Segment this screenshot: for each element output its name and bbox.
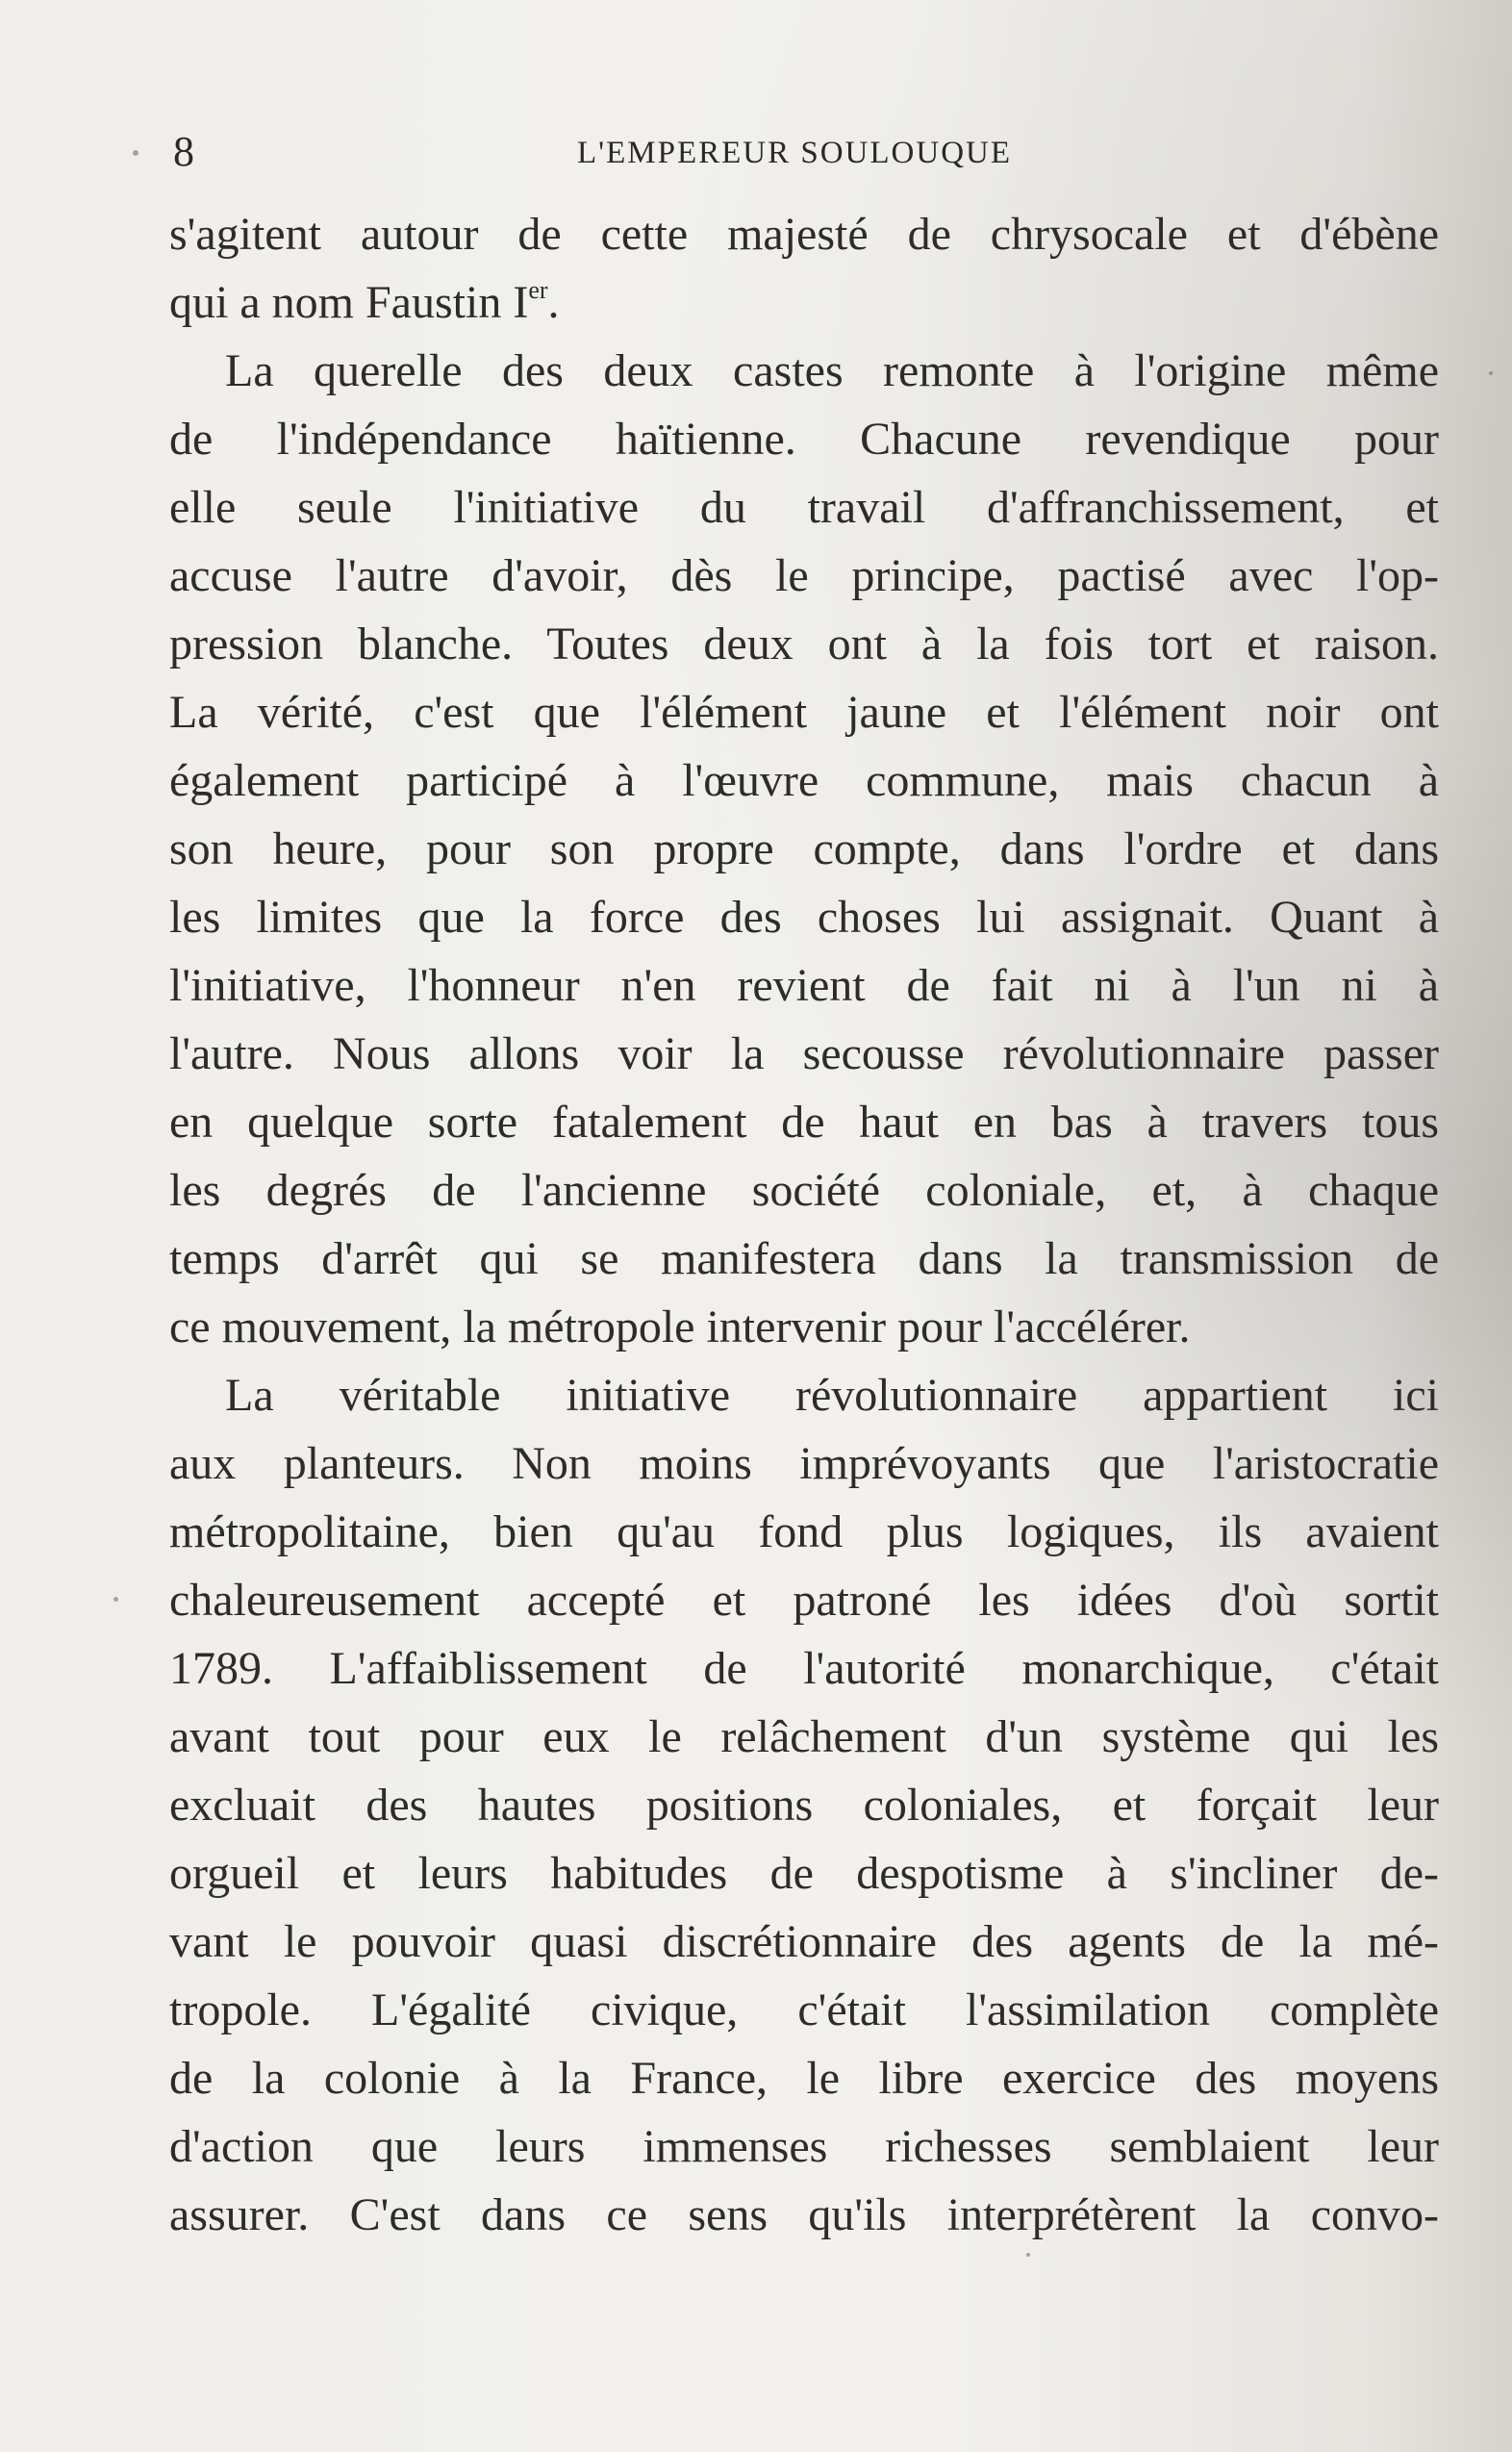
- text-line: [169, 200, 1439, 268]
- text-line: [169, 405, 1439, 473]
- text-line: [169, 2181, 1439, 2249]
- paper-speck: [133, 150, 139, 156]
- text-line-content: pression blanche. Toutes deux ont à la fois tort et raison.: [169, 619, 1439, 670]
- text-line-content: l'initiative, l'honneur n'en revient de fait ni à l'un ni à: [169, 960, 1439, 1011]
- text-line: [169, 1566, 1439, 1634]
- text-line-content: La querelle des deux castes remonte à l'origine même: [225, 345, 1439, 396]
- page-number: 8: [173, 128, 194, 175]
- text-line: [169, 337, 1439, 405]
- text-line-content: de la colonie à la France, le libre exercice des moyens: [169, 2053, 1439, 2104]
- text-line-content: également participé à l'œuvre commune, mais chacun à: [169, 755, 1439, 806]
- text-line-content: son heure, pour son propre compte, dans l'ordre et dans: [169, 823, 1439, 874]
- text-line: [169, 746, 1439, 815]
- text-line: [169, 815, 1439, 883]
- running-title: L'EMPEREUR SOULOUQUE: [577, 136, 1013, 170]
- text-line-content: La vérité, c'est que l'élément jaune et l'élément noir ont: [169, 687, 1439, 738]
- text-line: [169, 1088, 1439, 1156]
- text-line: [169, 473, 1439, 542]
- text-line: [169, 2112, 1439, 2181]
- text-line: [169, 1908, 1439, 1976]
- text-line: [169, 1156, 1439, 1225]
- text-line-content: 1789. L'affaiblissement de l'autorité monarchique, c'était: [169, 1643, 1439, 1694]
- text-line: [169, 542, 1439, 610]
- text-line-content: temps d'arrêt qui se manifestera dans la transmission de: [169, 1233, 1439, 1284]
- paper-speck: [113, 1597, 118, 1602]
- text-line-content: les degrés de l'ancienne société coloniale, et, à chaque: [169, 1165, 1439, 1216]
- text-line-content: avant tout pour eux le relâchement d'un système qui les: [169, 1711, 1439, 1762]
- text-line: [169, 1976, 1439, 2044]
- page-header: [173, 123, 1443, 181]
- text-line-content: qui a nom Faustin I: [169, 277, 529, 328]
- body-text: [169, 200, 1439, 2249]
- text-line-content: La véritable initiative révolutionnaire appartient ici: [225, 1370, 1439, 1421]
- text-line-content: elle seule l'initiative du travail d'affranchissement, et: [169, 482, 1439, 533]
- text-line: [169, 1429, 1439, 1498]
- text-line-content: accuse l'autre d'avoir, dès le principe, pactisé avec l'op-: [169, 550, 1439, 601]
- text-line: [169, 1293, 1439, 1361]
- text-line-content: excluait des hautes positions coloniales, et forçait leur: [169, 1780, 1439, 1831]
- text-line-content: ce mouvement, la métropole intervenir pour l'accélérer.: [169, 1302, 1191, 1352]
- text-line-content: tropole. L'égalité civique, c'était l'assimilation complète: [169, 1984, 1439, 2035]
- paper-speck: [1489, 371, 1493, 375]
- text-line: [169, 1839, 1439, 1908]
- text-line-content: aux planteurs. Non moins imprévoyants que l'aristocratie: [169, 1438, 1439, 1489]
- superscript: er: [528, 276, 548, 304]
- text-line-content: de l'indépendance haïtienne. Chacune revendique pour: [169, 414, 1439, 465]
- text-line-content: s'agitent autour de cette majesté de chrysocale et d'ébène: [169, 209, 1439, 260]
- text-line: [169, 2044, 1439, 2112]
- text-line-content: en quelque sorte fatalement de haut en bas à travers tous: [169, 1097, 1439, 1148]
- text-line: [169, 610, 1439, 678]
- text-line-content: l'autre. Nous allons voir la secousse révolutionnaire passer: [169, 1028, 1439, 1079]
- text-line-suffix: .: [547, 277, 560, 328]
- text-line-content: orgueil et leurs habitudes de despotisme à s'incliner de-: [169, 1848, 1439, 1899]
- text-line: [169, 1771, 1439, 1839]
- text-line-content: assurer. C'est dans ce sens qu'ils interprétèrent la convo-: [169, 2189, 1439, 2240]
- text-line: [169, 1634, 1439, 1703]
- text-line: [169, 1225, 1439, 1293]
- text-line-content: les limites que la force des choses lui assignait. Quant à: [169, 892, 1439, 943]
- text-line-content: vant le pouvoir quasi discrétionnaire des agents de la mé-: [169, 1916, 1439, 1967]
- text-line: [169, 1498, 1439, 1566]
- text-line: [169, 951, 1439, 1020]
- text-line: [169, 1703, 1439, 1771]
- text-line-content: métropolitaine, bien qu'au fond plus logiques, ils avaient: [169, 1506, 1439, 1557]
- text-line: [169, 1020, 1439, 1088]
- text-line-content: d'action que leurs immenses richesses semblaient leur: [169, 2121, 1439, 2172]
- text-line: [169, 678, 1439, 746]
- text-line-content: chaleureusement accepté et patroné les idées d'où sortit: [169, 1575, 1439, 1626]
- text-line: [169, 883, 1439, 951]
- text-line: [169, 268, 1439, 337]
- paper-speck: [1026, 2253, 1030, 2257]
- text-line: [169, 1361, 1439, 1429]
